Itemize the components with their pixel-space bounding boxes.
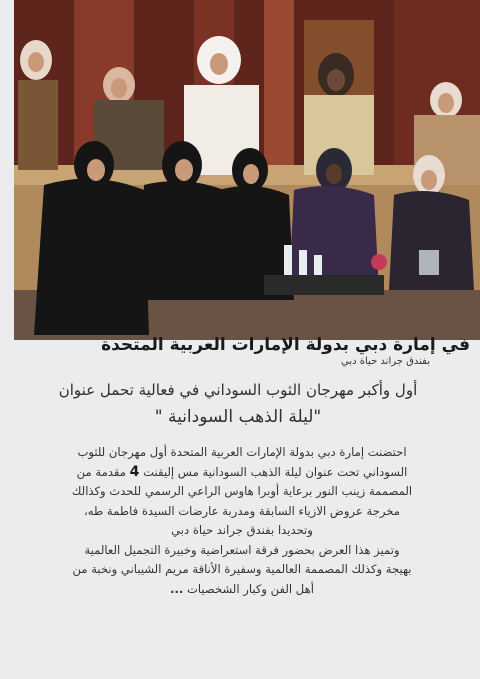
body-line: احتضنت إمارة دبي بدولة الإمارات العربية المتحدة أول مهرجان للثوب [77,445,407,459]
headline: في إمارة دبي بدولة الإمارات العربية المتحدة [101,335,470,355]
body-line: مخرجة عروض الازياء السابقة ومدربة عارضات السيدة فاطمة طه، [84,503,400,518]
body-line-part: السوداني تحت عنوان ليلة الذهب السودانية مس إليقنت [143,464,408,479]
event-title-quote: "ليلة الذهب السودانية " [154,407,322,427]
body-line-part: مقدمة من [76,464,126,479]
body-line [22,580,462,600]
body-line: وتميز هذا العرض بحضور فرقة استعراضية وخبيرة التجميل العالمية [84,542,400,557]
body-line: المصممة زينب النور برعاية أوبرا هاوس الراعي الرسمي للحدث وكذالك [71,484,413,498]
body-line: وتحديدا بفندق جراند حياة دبي [171,523,313,537]
location-subtitle: بفندق جراند حياة دبي [341,356,430,367]
article-body [22,443,462,599]
body-line-part: أهل الفن وكبار الشخصيات [186,581,314,596]
body-line [22,463,462,483]
number-highlight: 4 [129,463,140,480]
ellipsis: ... [170,581,184,596]
event-photo [14,0,480,340]
lead-text: أول وأكبر مهرجان الثوب السوداني في فعالية تحمل عنوان [58,381,418,399]
body-line: بهيجة وكذلك المصممة العالمية وسفيرة الأناقة مريم الشيباني ونخبة من [72,562,412,576]
